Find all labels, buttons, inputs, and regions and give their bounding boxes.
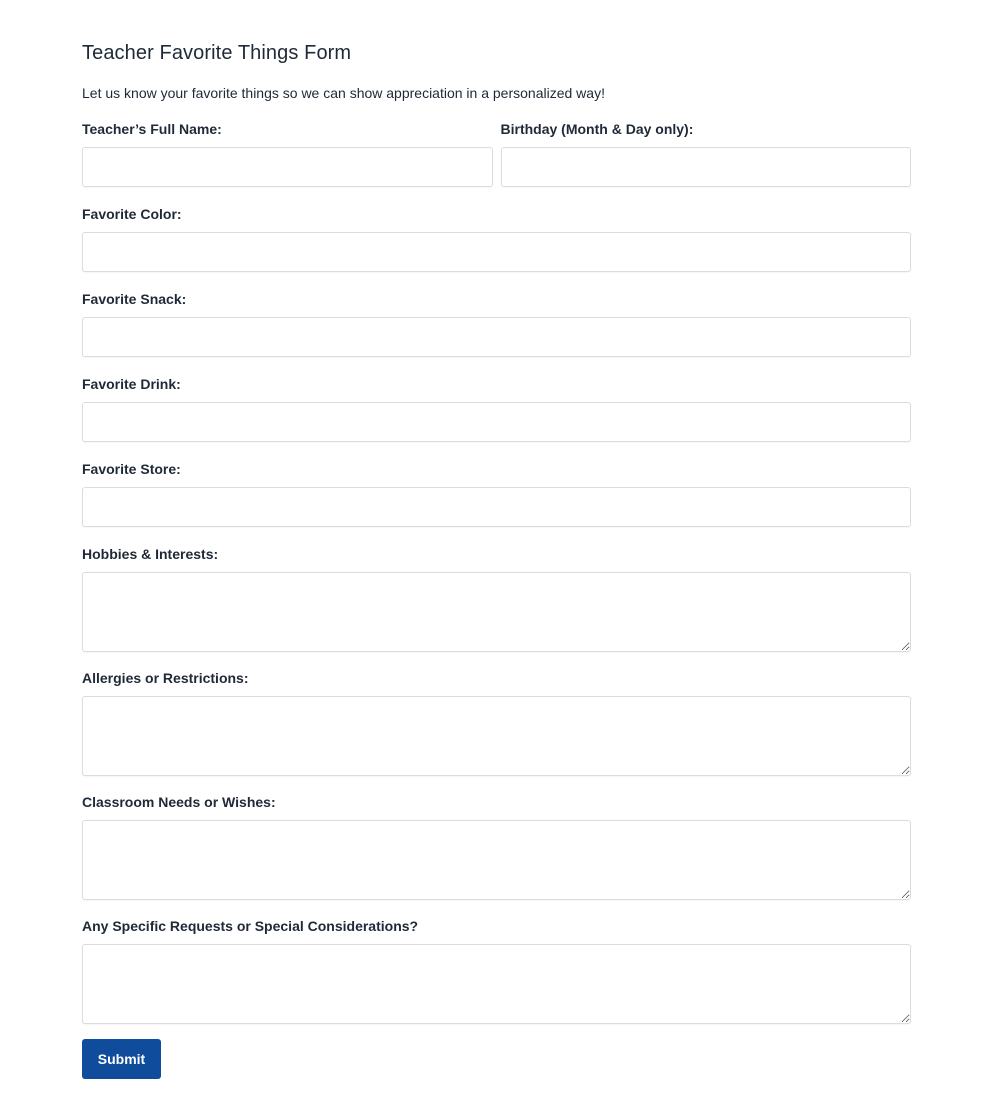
hobbies-field-group — [82, 545, 911, 652]
favorite-color-field-group — [82, 205, 911, 272]
full-name-field-group — [82, 120, 493, 187]
favorite-drink-input[interactable] — [82, 402, 911, 442]
special-requests-label: Any Specific Requests or Special Considerations? — [82, 918, 419, 934]
birthday-input[interactable] — [501, 147, 912, 187]
favorite-snack-label: Favorite Snack: — [82, 291, 187, 307]
favorite-drink-label: Favorite Drink: — [82, 376, 181, 392]
favorite-color-label: Favorite Color: — [82, 206, 182, 222]
hobbies-label: Hobbies & Interests: — [82, 546, 219, 562]
full-name-input[interactable] — [82, 147, 493, 187]
birthday-field-group — [501, 120, 912, 187]
allergies-label: Allergies or Restrictions: — [82, 670, 249, 686]
favorite-store-input[interactable] — [82, 487, 911, 527]
submit-button[interactable]: Submit — [82, 1039, 161, 1079]
favorite-drink-field-group — [82, 375, 911, 442]
favorite-snack-input[interactable] — [82, 317, 911, 357]
teacher-favorites-form — [82, 40, 911, 1079]
birthday-label: Birthday (Month & Day only): — [500, 121, 694, 137]
hobbies-textarea[interactable] — [82, 572, 911, 652]
favorite-store-field-group — [82, 460, 911, 527]
special-requests-textarea[interactable] — [82, 944, 911, 1024]
allergies-textarea[interactable] — [82, 696, 911, 776]
favorite-color-input[interactable] — [82, 232, 911, 272]
classroom-needs-field-group — [82, 793, 911, 900]
favorite-store-label: Favorite Store: — [82, 461, 181, 477]
name-birthday-row — [82, 120, 911, 187]
favorite-snack-field-group — [82, 290, 911, 357]
form-title: Teacher Favorite Things Form — [82, 42, 352, 64]
full-name-label: Teacher’s Full Name: — [82, 121, 222, 137]
special-requests-field-group — [82, 917, 911, 1024]
form-intro: Let us know your favorite things so we can show appreciation in a personalized way! — [82, 85, 605, 101]
classroom-needs-label: Classroom Needs or Wishes: — [82, 794, 276, 810]
allergies-field-group — [82, 669, 911, 776]
classroom-needs-textarea[interactable] — [82, 820, 911, 900]
